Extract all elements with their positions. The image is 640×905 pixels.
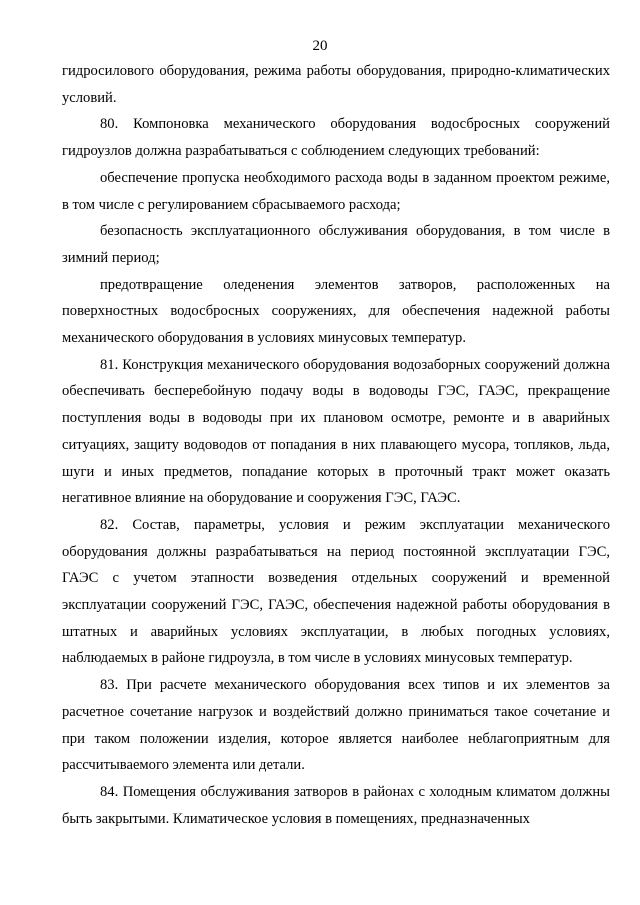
paragraph-83: 83. При расчете механического оборудования всех типов и их элементов за расчетное сочетание нагрузок и воздействий должно приниматься такое сочетание и при таком положении изделия, которое является наиболее неблагоприятным для рассчитываемого элемента или детали.	[62, 677, 610, 774]
paragraph-82: 82. Состав, параметры, условия и режим эксплуатации механического оборудования должны разрабатываться на период постоянной эксплуатации ГЭС, ГАЭС с учетом этапности возведения отдельных сооружений и временной эксплуатации сооружений ГЭС, ГАЭС, обеспечения надежной работы оборудования в штатных и аварийных условиях эксплуатации, в любых погодных условиях, наблюдаемых в районе гидроузла, в том числе в условиях минусовых температур.	[62, 516, 610, 667]
list-item-safety: безопасность эксплуатационного обслуживания оборудования, в том числе в зимний период;	[62, 223, 610, 266]
paragraph-81: 81. Конструкция механического оборудования водозаборных сооружений должна обеспечивать бесперебойную подачу воды в водоводы ГЭС, ГАЭС, прекращение поступления воды в водоводы при их плановом осмотре, ремонте и в аварийных ситуациях, защиту водоводов от попадания в них плавающего мусора, топляков, льда, шуги и иных предметов, попадание которых в проточный тракт может оказать негативное влияние на оборудование и сооружения ГЭС, ГАЭС.	[62, 356, 610, 507]
list-item-icing: предотвращение оледенения элементов затворов, расположенных на поверхностных водосбросных сооружениях, для обеспечения надежной работы механического оборудования в условиях минусовых температур.	[62, 276, 610, 347]
document-body	[62, 58, 610, 832]
paragraph-84: 84. Помещения обслуживания затворов в районах с холодным климатом должны быть закрытыми. Климатическое условия в помещениях, предназначенных	[62, 783, 610, 827]
paragraph-continuation: гидросилового оборудования, режима работы оборудования, природно-климатических условий.	[62, 63, 610, 106]
page-number: 20	[312, 38, 328, 54]
list-item-flow: обеспечение пропуска необходимого расхода воды в заданном проектом режиме, в том числе с регулированием сбрасываемого расхода;	[62, 169, 610, 213]
paragraph-80: 80. Компоновка механического оборудования водосбросных сооружений гидроузлов должна разрабатываться с соблюдением следующих требований:	[62, 116, 610, 160]
